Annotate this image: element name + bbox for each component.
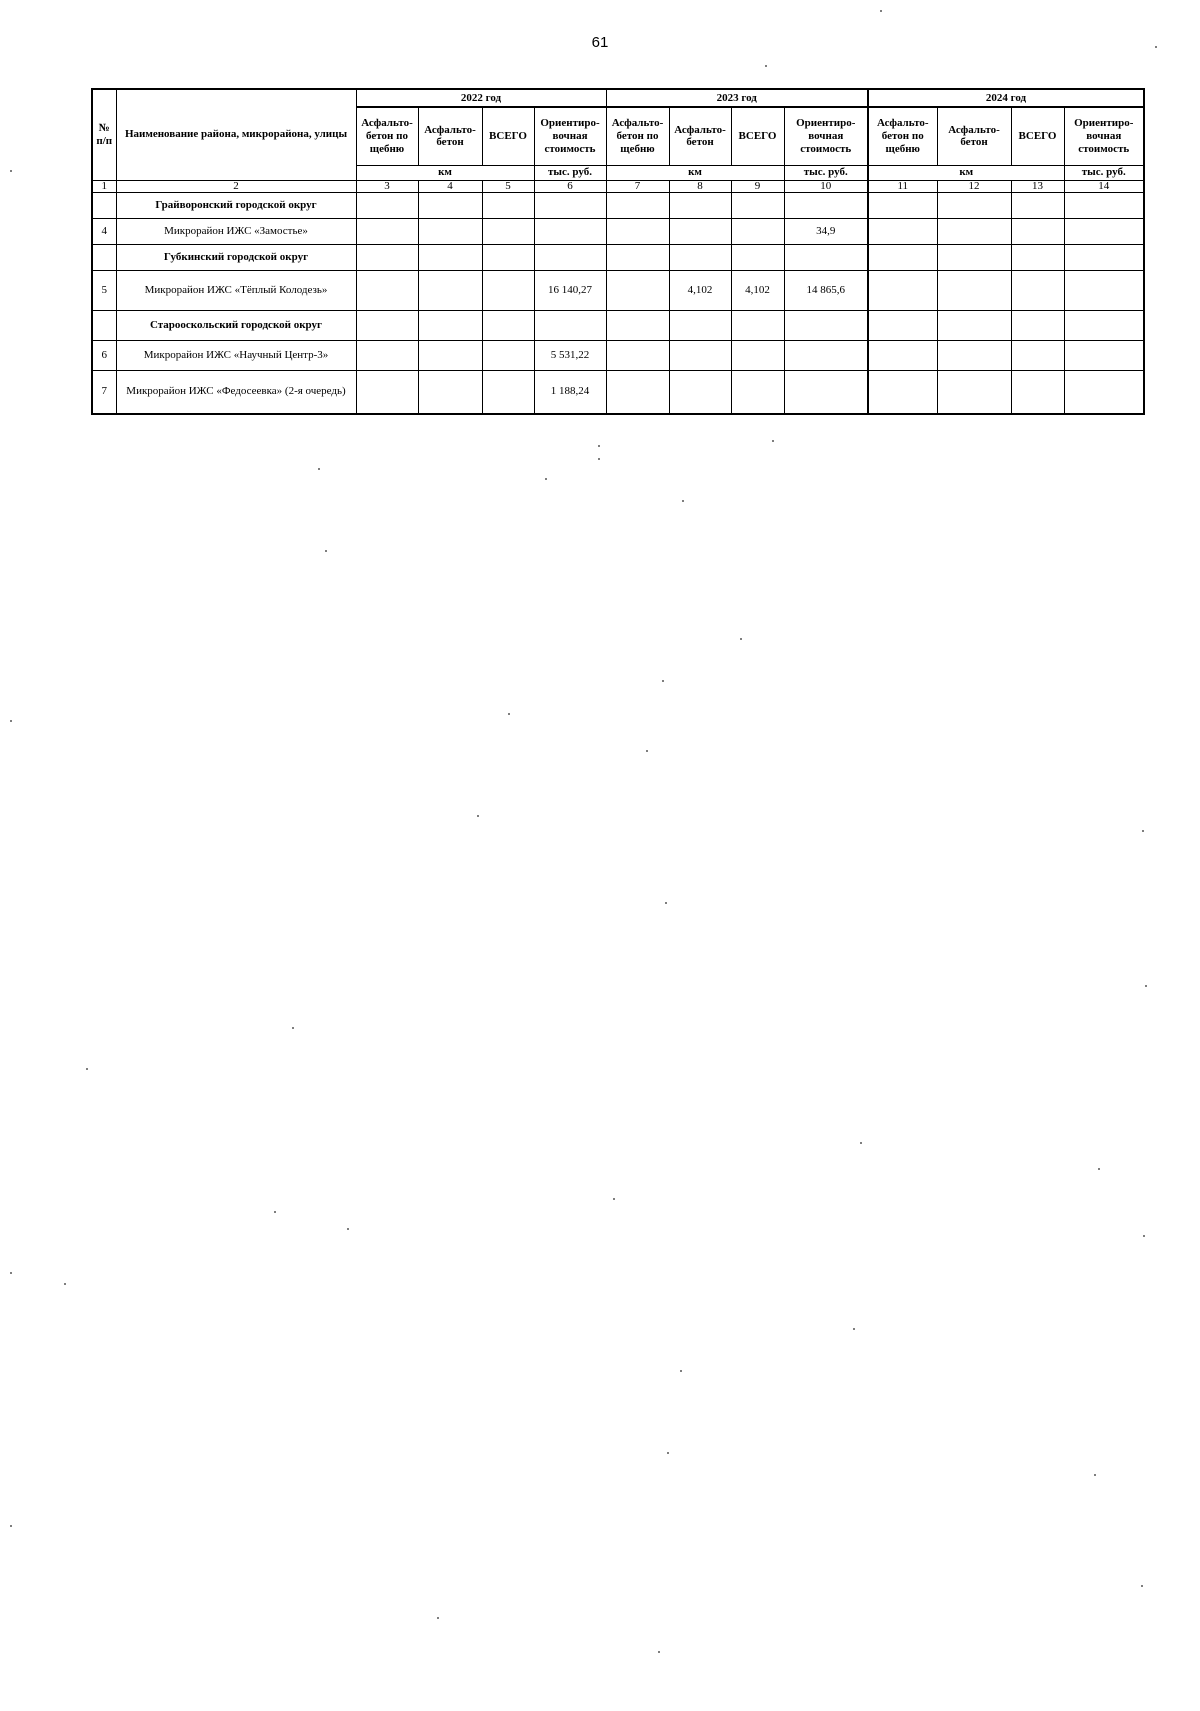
header-asph-2022: Асфальто-бетон [418,107,482,165]
value-cell [418,192,482,218]
value-cell: 14 865,6 [784,270,868,310]
value-cell [1064,370,1144,414]
value-cell [731,340,784,370]
value-cell [606,310,669,340]
value-cell [868,218,937,244]
value-cell: 16 140,27 [534,270,606,310]
value-cell [784,370,868,414]
value-cell [418,340,482,370]
unit-km-2023: км [606,165,784,180]
unit-cost-2024: тыс. руб. [1064,165,1144,180]
col-number: 9 [731,180,784,192]
value-cell [482,270,534,310]
header-cost-2022: Ориентиро-вочная стоимость [534,107,606,165]
col-number: 12 [937,180,1011,192]
value-cell [356,218,418,244]
row-number: 4 [92,218,116,244]
header-asph-2023: Асфальто-бетон [669,107,731,165]
unit-cost-2022: тыс. руб. [534,165,606,180]
value-cell [356,270,418,310]
unit-km-2024: км [868,165,1064,180]
value-cell [534,310,606,340]
value-cell [937,310,1011,340]
col-number: 5 [482,180,534,192]
col-number: 8 [669,180,731,192]
value-cell [784,310,868,340]
value-cell [731,244,784,270]
value-cell [868,270,937,310]
value-cell [1011,370,1064,414]
value-cell: 4,102 [731,270,784,310]
value-cell [482,310,534,340]
header-name: Наименование района, микрорайона, улицы [116,89,356,180]
value-cell [868,310,937,340]
header-asph-gravel-2024: Асфальто-бетон по щебню [868,107,937,165]
value-cell [356,244,418,270]
value-cell [1064,192,1144,218]
header-total-2022: ВСЕГО [482,107,534,165]
value-cell [784,244,868,270]
row-number: 5 [92,270,116,310]
table-body [92,192,1144,414]
unit-km-2022: км [356,165,534,180]
header-year-2023: 2023 год [606,89,868,107]
value-cell [356,370,418,414]
header-total-2023: ВСЕГО [731,107,784,165]
value-cell [418,270,482,310]
header-cost-2023: Ориентиро-вочная стоимость [784,107,868,165]
col-number: 1 [92,180,116,192]
value-cell [418,244,482,270]
road-construction-table [91,88,1145,415]
value-cell [418,310,482,340]
value-cell [1064,270,1144,310]
value-cell [669,340,731,370]
value-cell [1064,244,1144,270]
value-cell [356,192,418,218]
value-cell [1011,192,1064,218]
value-cell [1011,340,1064,370]
value-cell [784,192,868,218]
value-cell [356,310,418,340]
value-cell [1011,310,1064,340]
value-cell [937,270,1011,310]
col-number: 2 [116,180,356,192]
value-cell [418,218,482,244]
value-cell [669,192,731,218]
region-name: Старооскольский городской округ [116,310,356,340]
value-cell [606,192,669,218]
col-number: 11 [868,180,937,192]
road-table-container [91,88,1145,415]
region-row [92,310,1144,340]
col-number: 13 [1011,180,1064,192]
value-cell [669,218,731,244]
value-cell [868,244,937,270]
value-cell [1064,310,1144,340]
region-name: Грайворонский городской округ [116,192,356,218]
value-cell [1011,270,1064,310]
value-cell [731,192,784,218]
value-cell [606,370,669,414]
column-number-row [92,180,1144,192]
value-cell [669,244,731,270]
microdistrict-name: Микрорайон ИЖС «Научный Центр-3» [116,340,356,370]
value-cell [731,310,784,340]
value-cell [731,218,784,244]
value-cell [731,370,784,414]
value-cell [482,370,534,414]
header-total-2024: ВСЕГО [1011,107,1064,165]
header-asph-2024: Асфальто-бетон [937,107,1011,165]
value-cell [606,270,669,310]
value-cell [534,192,606,218]
unit-cost-2023: тыс. руб. [784,165,868,180]
value-cell [868,370,937,414]
value-cell [534,218,606,244]
value-cell: 34,9 [784,218,868,244]
value-cell: 5 531,22 [534,340,606,370]
value-cell [606,340,669,370]
value-cell: 1 188,24 [534,370,606,414]
col-number: 7 [606,180,669,192]
value-cell [937,340,1011,370]
value-cell [482,244,534,270]
value-cell [1064,340,1144,370]
header-year-2022: 2022 год [356,89,606,107]
microdistrict-name: Микрорайон ИЖС «Замостье» [116,218,356,244]
region-row [92,192,1144,218]
value-cell [1011,244,1064,270]
col-number: 14 [1064,180,1144,192]
header-asph-gravel-2023: Асфальто-бетон по щебню [606,107,669,165]
table-row [92,340,1144,370]
value-cell [669,370,731,414]
microdistrict-name: Микрорайон ИЖС «Федосеевка» (2-я очередь) [116,370,356,414]
row-number [92,192,116,218]
value-cell: 4,102 [669,270,731,310]
value-cell [606,244,669,270]
microdistrict-name: Микрорайон ИЖС «Тёплый Колодезь» [116,270,356,310]
header-number: № п/п [92,89,116,180]
table-row [92,270,1144,310]
col-number: 3 [356,180,418,192]
row-number: 7 [92,370,116,414]
value-cell [937,192,1011,218]
row-number [92,310,116,340]
value-cell [356,340,418,370]
value-cell [784,340,868,370]
value-cell [482,218,534,244]
row-number: 6 [92,340,116,370]
header-asph-gravel-2022: Асфальто-бетон по щебню [356,107,418,165]
value-cell [534,244,606,270]
value-cell [606,218,669,244]
value-cell [868,340,937,370]
value-cell [937,244,1011,270]
value-cell [1011,218,1064,244]
value-cell [669,310,731,340]
page-number: 61 [591,34,609,51]
value-cell [1064,218,1144,244]
header-cost-2024: Ориентиро-вочная стоимость [1064,107,1144,165]
col-number: 6 [534,180,606,192]
table-row [92,370,1144,414]
value-cell [868,192,937,218]
region-row [92,244,1144,270]
value-cell [482,340,534,370]
value-cell [937,370,1011,414]
header-year-2024: 2024 год [868,89,1144,107]
value-cell [937,218,1011,244]
value-cell [418,370,482,414]
col-number: 10 [784,180,868,192]
region-name: Губкинский городской округ [116,244,356,270]
row-number [92,244,116,270]
table-row [92,218,1144,244]
value-cell [482,192,534,218]
col-number: 4 [418,180,482,192]
